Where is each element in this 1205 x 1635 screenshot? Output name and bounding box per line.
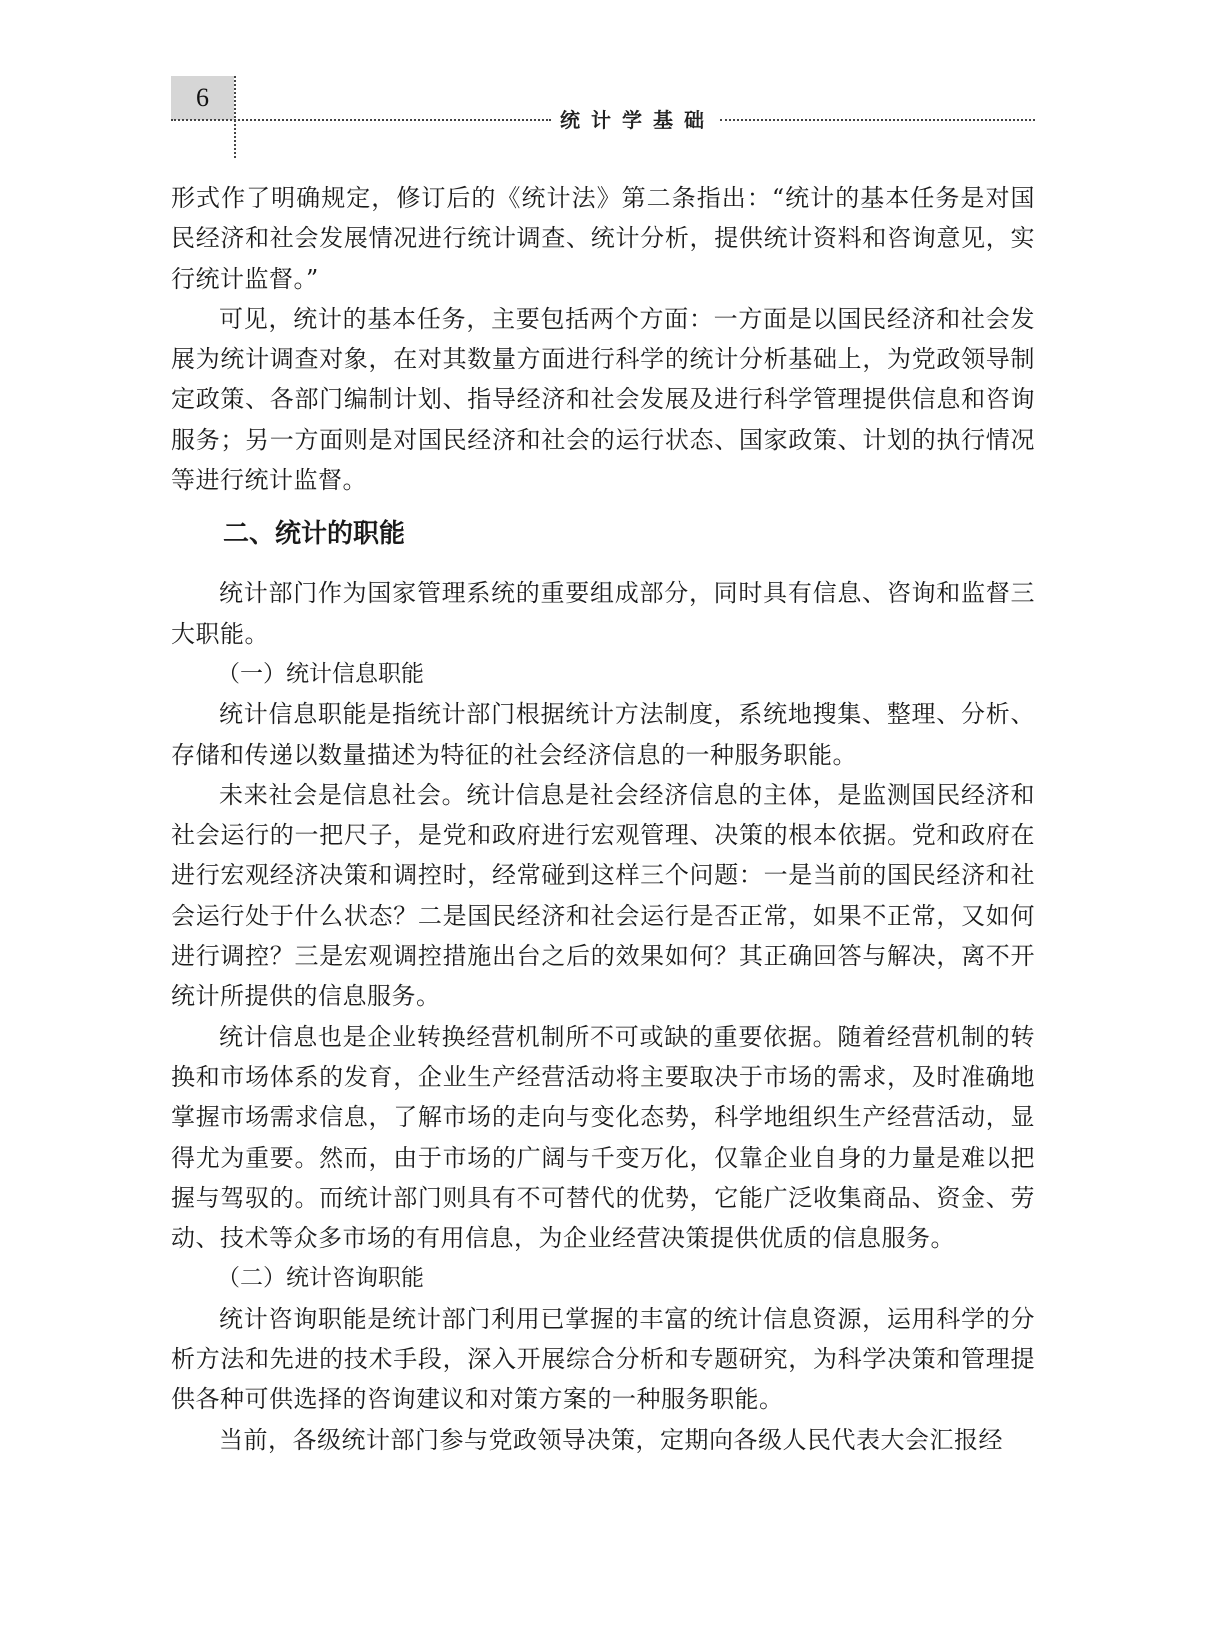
paragraph-enterprise-information: 统计信息也是企业转换经营机制所不可或缺的重要依据。随着经营机制的转换和市场体系的发育，企业生产经营活动将主要取决于市场的需求，及时准确地掌握市场需求信息，了解市场的走向与变化态势，科学地组织生产经营活动，显得尤为重要。然而，由于市场的广阔与千变万化，仅靠企业自身的力量是难以把握与驾驭的。而统计部门则具有不可替代的优势，它能广泛收集商品、资金、劳动、技术等众多市场的有用信息，为企业经营决策提供优质的信息服务。 (171, 1022, 1035, 1253)
page-number-text: 6 (196, 83, 209, 112)
header-rule-left (171, 119, 551, 121)
paragraph-three-functions: 统计部门作为国家管理系统的重要组成部分，同时具有信息、咨询和监督三大职能。 (171, 579, 1035, 648)
paragraph-information-definition: 统计信息职能是指统计部门根据统计方法制度，系统地搜集、整理、分析、存储和传递以数量描述为特征的社会经济信息的一种服务职能。 (171, 700, 1035, 769)
header-rule-right (720, 119, 1035, 121)
paragraph-current-practice: 当前，各级统计部门参与党政领导决策，定期向各级人民代表大会汇报经 (219, 1425, 1003, 1454)
paragraph-basic-tasks: 可见，统计的基本任务，主要包括两个方面：一方面是以国民经济和社会发展为统计调查对象，在对其数量方面进行科学的统计分析基础上，为党政领导制定政策、各部门编制计划、指导经济和社会发展及进行科学管理提供信息和咨询服务；另一方面则是对国民经济和社会的运行状态、国家政策、计划的执行情况等进行统计监督。 (171, 304, 1035, 495)
page-number (171, 76, 234, 120)
section-heading: 二、统计的职能 (223, 519, 406, 550)
running-title: 统计学基础 (560, 108, 715, 132)
paragraph-information-society: 未来社会是信息社会。统计信息是社会经济信息的主体，是监测国民经济和社会运行的一把尺子，是党和政府进行宏观管理、决策的根本依据。党和政府在进行宏观经济决策和调控时，经常碰到这样三个问题：一是当前的国民经济和社会运行处于什么状态？二是国民经济和社会运行是否正常，如果不正常，又如何进行调控？三是宏观调控措施出台之后的效果如何？其正确回答与解决，离不开统计所提供的信息服务。 (171, 780, 1035, 1011)
paragraph-consulting-definition: 统计咨询职能是统计部门利用已掌握的丰富的统计信息资源，运用科学的分析方法和先进的技术手段，深入开展综合分析和专题研究，为科学决策和管理提供各种可供选择的咨询建议和对策方案的一种服务职能。 (171, 1304, 1035, 1414)
paragraph-continued: 形式作了明确规定，修订后的《统计法》第二条指出：“统计的基本任务是对国民经济和社会发展情况进行统计调查、统计分析，提供统计资料和咨询意见，实行统计监督。” (171, 184, 1035, 293)
subsection-heading-consulting: （二）统计咨询职能 (217, 1265, 424, 1292)
subsection-heading-information: （一）统计信息职能 (217, 660, 424, 687)
header-vertical-rule (234, 76, 236, 158)
page-body (171, 178, 1035, 1460)
